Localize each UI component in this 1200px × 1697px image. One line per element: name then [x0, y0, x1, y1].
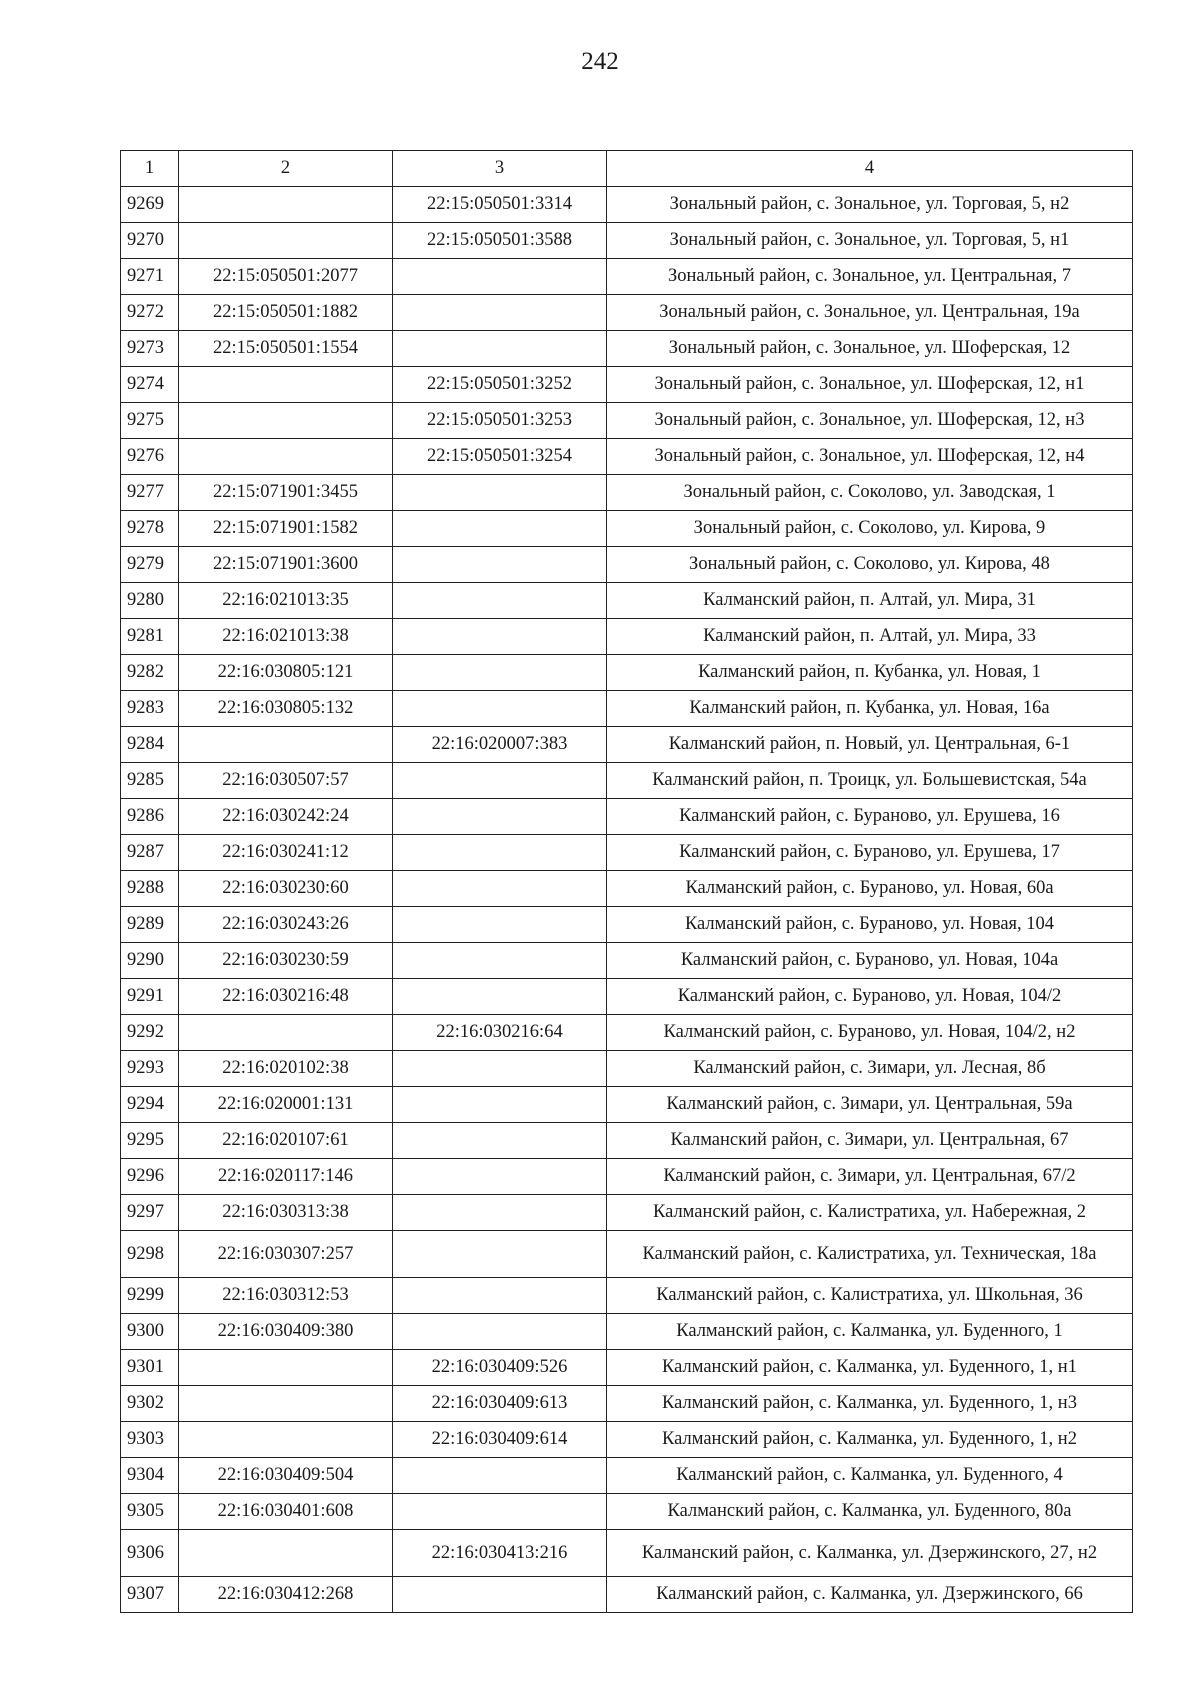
building-cadastral-number-cell: [393, 1195, 607, 1231]
building-cadastral-number-cell: 22:16:020007:383: [393, 727, 607, 763]
cadastral-number-cell: 22:16:030243:26: [179, 907, 393, 943]
table-row: [121, 223, 1133, 259]
row-number-cell: 9304: [121, 1458, 179, 1494]
row-number-cell: 9272: [121, 295, 179, 331]
address-cell: Калманский район, с. Бураново, ул. Новая, 60а: [607, 871, 1133, 907]
row-number-cell: 9278: [121, 511, 179, 547]
address-cell: Калманский район, с. Калманка, ул. Буденного, 80а: [607, 1494, 1133, 1530]
cadastral-number-cell: 22:16:021013:38: [179, 619, 393, 655]
cadastral-number-cell: 22:16:030230:60: [179, 871, 393, 907]
table-row: [121, 1458, 1133, 1494]
table-body: [121, 187, 1133, 1613]
building-cadastral-number-cell: [393, 799, 607, 835]
row-number-cell: 9273: [121, 331, 179, 367]
row-number-cell: 9281: [121, 619, 179, 655]
building-cadastral-number-cell: [393, 835, 607, 871]
address-cell: Зональный район, с. Зональное, ул. Шоферская, 12, н1: [607, 367, 1133, 403]
cadastral-number-cell: 22:15:050501:1554: [179, 331, 393, 367]
address-cell: Калманский район, с. Калистратиха, ул. Техническая, 18а: [607, 1231, 1133, 1278]
address-cell: Зональный район, с. Соколово, ул. Кирова, 9: [607, 511, 1133, 547]
table-row: [121, 655, 1133, 691]
cadastral-number-cell: [179, 187, 393, 223]
table-row: [121, 1530, 1133, 1577]
building-cadastral-number-cell: [393, 1231, 607, 1278]
table-row: [121, 1577, 1133, 1613]
cadastral-number-cell: 22:15:071901:3600: [179, 547, 393, 583]
cadastral-number-cell: 22:15:071901:3455: [179, 475, 393, 511]
address-cell: Калманский район, с. Калманка, ул. Буденного, 4: [607, 1458, 1133, 1494]
building-cadastral-number-cell: [393, 871, 607, 907]
table-row: [121, 763, 1133, 799]
row-number-cell: 9277: [121, 475, 179, 511]
address-cell: Зональный район, с. Зональное, ул. Торговая, 5, н1: [607, 223, 1133, 259]
building-cadastral-number-cell: [393, 1087, 607, 1123]
table-row: [121, 295, 1133, 331]
table-row: [121, 727, 1133, 763]
registry-table: [120, 150, 1133, 1613]
table-row: [121, 547, 1133, 583]
building-cadastral-number-cell: [393, 547, 607, 583]
cadastral-number-cell: 22:16:020001:131: [179, 1087, 393, 1123]
building-cadastral-number-cell: 22:16:030216:64: [393, 1015, 607, 1051]
row-number-cell: 9294: [121, 1087, 179, 1123]
address-cell: Калманский район, с. Калистратиха, ул. Набережная, 2: [607, 1195, 1133, 1231]
building-cadastral-number-cell: [393, 1494, 607, 1530]
building-cadastral-number-cell: 22:16:030409:613: [393, 1386, 607, 1422]
address-cell: Зональный район, с. Соколово, ул. Кирова, 48: [607, 547, 1133, 583]
address-cell: Зональный район, с. Соколово, ул. Заводская, 1: [607, 475, 1133, 511]
address-cell: Калманский район, с. Бураново, ул. Новая, 104/2, н2: [607, 1015, 1133, 1051]
table-row: [121, 1195, 1133, 1231]
building-cadastral-number-cell: [393, 259, 607, 295]
address-cell: Калманский район, с. Зимари, ул. Центральная, 67: [607, 1123, 1133, 1159]
column-header: 1: [121, 151, 179, 187]
cadastral-number-cell: 22:16:030312:53: [179, 1278, 393, 1314]
address-cell: Калманский район, п. Троицк, ул. Большевистская, 54а: [607, 763, 1133, 799]
address-cell: Калманский район, с. Бураново, ул. Ерушева, 17: [607, 835, 1133, 871]
address-cell: Калманский район, с. Калманка, ул. Буденного, 1, н3: [607, 1386, 1133, 1422]
cadastral-number-cell: 22:16:030242:24: [179, 799, 393, 835]
row-number-cell: 9298: [121, 1231, 179, 1278]
column-header: 4: [607, 151, 1133, 187]
table-row: [121, 619, 1133, 655]
cadastral-number-cell: [179, 367, 393, 403]
building-cadastral-number-cell: [393, 907, 607, 943]
row-number-cell: 9279: [121, 547, 179, 583]
cadastral-number-cell: [179, 223, 393, 259]
column-header: 3: [393, 151, 607, 187]
row-number-cell: 9271: [121, 259, 179, 295]
cadastral-number-cell: 22:16:030805:121: [179, 655, 393, 691]
address-cell: Калманский район, с. Зимари, ул. Центральная, 67/2: [607, 1159, 1133, 1195]
row-number-cell: 9282: [121, 655, 179, 691]
cadastral-number-cell: [179, 1530, 393, 1577]
row-number-cell: 9285: [121, 763, 179, 799]
table-row: [121, 691, 1133, 727]
row-number-cell: 9274: [121, 367, 179, 403]
building-cadastral-number-cell: [393, 1123, 607, 1159]
table-row: [121, 259, 1133, 295]
address-cell: Зональный район, с. Зональное, ул. Центральная, 7: [607, 259, 1133, 295]
table-row: [121, 835, 1133, 871]
table-row: [121, 979, 1133, 1015]
building-cadastral-number-cell: [393, 655, 607, 691]
address-cell: Калманский район, п. Кубанка, ул. Новая, 1: [607, 655, 1133, 691]
table-row: [121, 1314, 1133, 1350]
table-row: [121, 475, 1133, 511]
table-row: [121, 583, 1133, 619]
cadastral-number-cell: 22:16:030805:132: [179, 691, 393, 727]
cadastral-number-cell: 22:16:030241:12: [179, 835, 393, 871]
row-number-cell: 9288: [121, 871, 179, 907]
building-cadastral-number-cell: [393, 511, 607, 547]
building-cadastral-number-cell: 22:16:030409:526: [393, 1350, 607, 1386]
table-row: [121, 187, 1133, 223]
row-number-cell: 9297: [121, 1195, 179, 1231]
table-row: [121, 1087, 1133, 1123]
address-cell: Калманский район, с. Бураново, ул. Новая, 104: [607, 907, 1133, 943]
building-cadastral-number-cell: [393, 1458, 607, 1494]
row-number-cell: 9286: [121, 799, 179, 835]
address-cell: Калманский район, с. Калманка, ул. Дзержинского, 66: [607, 1577, 1133, 1613]
address-cell: Калманский район, с. Бураново, ул. Новая, 104а: [607, 943, 1133, 979]
building-cadastral-number-cell: 22:15:050501:3254: [393, 439, 607, 475]
cadastral-number-cell: 22:16:030230:59: [179, 943, 393, 979]
cadastral-number-cell: 22:16:030313:38: [179, 1195, 393, 1231]
row-number-cell: 9292: [121, 1015, 179, 1051]
row-number-cell: 9289: [121, 907, 179, 943]
table-row: [121, 403, 1133, 439]
cadastral-number-cell: 22:16:020117:146: [179, 1159, 393, 1195]
address-cell: Калманский район, с. Калистратиха, ул. Школьная, 36: [607, 1278, 1133, 1314]
cadastral-number-cell: 22:16:021013:35: [179, 583, 393, 619]
row-number-cell: 9296: [121, 1159, 179, 1195]
building-cadastral-number-cell: [393, 583, 607, 619]
table-header-row: [121, 151, 1133, 187]
cadastral-number-cell: 22:16:030409:504: [179, 1458, 393, 1494]
row-number-cell: 9270: [121, 223, 179, 259]
cadastral-number-cell: [179, 439, 393, 475]
row-number-cell: 9301: [121, 1350, 179, 1386]
cadastral-number-cell: 22:16:030507:57: [179, 763, 393, 799]
row-number-cell: 9287: [121, 835, 179, 871]
cadastral-number-cell: [179, 727, 393, 763]
address-cell: Зональный район, с. Зональное, ул. Шоферская, 12, н4: [607, 439, 1133, 475]
row-number-cell: 9300: [121, 1314, 179, 1350]
row-number-cell: 9299: [121, 1278, 179, 1314]
cadastral-number-cell: 22:15:071901:1582: [179, 511, 393, 547]
address-cell: Калманский район, с. Калманка, ул. Буденного, 1, н2: [607, 1422, 1133, 1458]
address-cell: Калманский район, с. Калманка, ул. Буденного, 1: [607, 1314, 1133, 1350]
table-row: [121, 1231, 1133, 1278]
address-cell: Калманский район, с. Калманка, ул. Буденного, 1, н1: [607, 1350, 1133, 1386]
cadastral-number-cell: 22:16:030216:48: [179, 979, 393, 1015]
building-cadastral-number-cell: 22:15:050501:3253: [393, 403, 607, 439]
building-cadastral-number-cell: [393, 979, 607, 1015]
table-row: [121, 1051, 1133, 1087]
table-row: [121, 1123, 1133, 1159]
row-number-cell: 9307: [121, 1577, 179, 1613]
row-number-cell: 9275: [121, 403, 179, 439]
cadastral-number-cell: [179, 1015, 393, 1051]
address-cell: Зональный район, с. Зональное, ул. Торговая, 5, н2: [607, 187, 1133, 223]
building-cadastral-number-cell: [393, 943, 607, 979]
table-row: [121, 1494, 1133, 1530]
cadastral-number-cell: 22:16:030401:608: [179, 1494, 393, 1530]
cadastral-number-cell: 22:16:020102:38: [179, 1051, 393, 1087]
address-cell: Калманский район, с. Калманка, ул. Дзержинского, 27, н2: [607, 1530, 1133, 1577]
row-number-cell: 9306: [121, 1530, 179, 1577]
address-cell: Калманский район, п. Кубанка, ул. Новая, 16а: [607, 691, 1133, 727]
row-number-cell: 9302: [121, 1386, 179, 1422]
building-cadastral-number-cell: [393, 331, 607, 367]
row-number-cell: 9290: [121, 943, 179, 979]
table-row: [121, 367, 1133, 403]
table-row: [121, 1350, 1133, 1386]
building-cadastral-number-cell: [393, 619, 607, 655]
building-cadastral-number-cell: [393, 691, 607, 727]
table-row: [121, 943, 1133, 979]
row-number-cell: 9291: [121, 979, 179, 1015]
building-cadastral-number-cell: 22:15:050501:3252: [393, 367, 607, 403]
building-cadastral-number-cell: 22:15:050501:3314: [393, 187, 607, 223]
row-number-cell: 9276: [121, 439, 179, 475]
cadastral-number-cell: 22:16:020107:61: [179, 1123, 393, 1159]
address-cell: Зональный район, с. Зональное, ул. Центральная, 19а: [607, 295, 1133, 331]
address-cell: Калманский район, с. Зимари, ул. Лесная, 8б: [607, 1051, 1133, 1087]
table-row: [121, 511, 1133, 547]
page-number: 242: [581, 48, 619, 75]
table-row: [121, 871, 1133, 907]
cadastral-number-cell: [179, 1386, 393, 1422]
building-cadastral-number-cell: [393, 1051, 607, 1087]
cadastral-number-cell: [179, 1422, 393, 1458]
table-row: [121, 1386, 1133, 1422]
table-row: [121, 331, 1133, 367]
address-cell: Калманский район, п. Новый, ул. Центральная, 6-1: [607, 727, 1133, 763]
address-cell: Зональный район, с. Зональное, ул. Шоферская, 12, н3: [607, 403, 1133, 439]
address-cell: Калманский район, с. Бураново, ул. Ерушева, 16: [607, 799, 1133, 835]
building-cadastral-number-cell: [393, 1314, 607, 1350]
cadastral-number-cell: 22:16:030307:257: [179, 1231, 393, 1278]
row-number-cell: 9280: [121, 583, 179, 619]
cadastral-number-cell: 22:16:030409:380: [179, 1314, 393, 1350]
row-number-cell: 9269: [121, 187, 179, 223]
row-number-cell: 9303: [121, 1422, 179, 1458]
column-header: 2: [179, 151, 393, 187]
table-row: [121, 1278, 1133, 1314]
row-number-cell: 9284: [121, 727, 179, 763]
building-cadastral-number-cell: [393, 1278, 607, 1314]
table-row: [121, 1159, 1133, 1195]
table-row: [121, 1422, 1133, 1458]
table-row: [121, 439, 1133, 475]
table-row: [121, 1015, 1133, 1051]
building-cadastral-number-cell: [393, 763, 607, 799]
building-cadastral-number-cell: 22:16:030413:216: [393, 1530, 607, 1577]
address-cell: Калманский район, п. Алтай, ул. Мира, 33: [607, 619, 1133, 655]
cadastral-number-cell: 22:15:050501:1882: [179, 295, 393, 331]
table-row: [121, 799, 1133, 835]
building-cadastral-number-cell: [393, 475, 607, 511]
building-cadastral-number-cell: 22:15:050501:3588: [393, 223, 607, 259]
building-cadastral-number-cell: 22:16:030409:614: [393, 1422, 607, 1458]
table-row: [121, 907, 1133, 943]
cadastral-number-cell: 22:15:050501:2077: [179, 259, 393, 295]
row-number-cell: 9293: [121, 1051, 179, 1087]
row-number-cell: 9283: [121, 691, 179, 727]
building-cadastral-number-cell: [393, 1159, 607, 1195]
cadastral-number-cell: [179, 403, 393, 439]
address-cell: Зональный район, с. Зональное, ул. Шоферская, 12: [607, 331, 1133, 367]
address-cell: Калманский район, п. Алтай, ул. Мира, 31: [607, 583, 1133, 619]
address-cell: Калманский район, с. Зимари, ул. Центральная, 59а: [607, 1087, 1133, 1123]
row-number-cell: 9305: [121, 1494, 179, 1530]
building-cadastral-number-cell: [393, 1577, 607, 1613]
address-cell: Калманский район, с. Бураново, ул. Новая, 104/2: [607, 979, 1133, 1015]
row-number-cell: 9295: [121, 1123, 179, 1159]
building-cadastral-number-cell: [393, 295, 607, 331]
cadastral-number-cell: 22:16:030412:268: [179, 1577, 393, 1613]
cadastral-number-cell: [179, 1350, 393, 1386]
